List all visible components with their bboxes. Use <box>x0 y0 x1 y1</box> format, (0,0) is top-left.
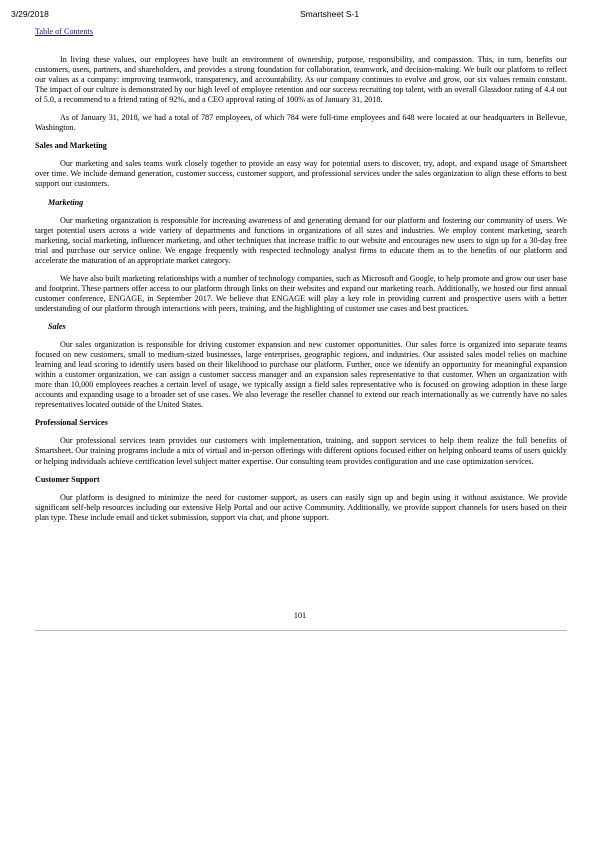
print-date: 3/29/2018 <box>11 9 49 19</box>
customer-support-paragraph: Our platform is designed to minimize the need for customer support, as users can easily sign up and begin using it without assistance. We provide significant self-help resources including our extensive Help Portal and our active Community. Additionally, we provide support channels for users based on their plan type. These include email and ticket submission, support via chat, and phone support. <box>35 492 567 522</box>
intro-paragraph-1: In living these values, our employees have built an environment of ownership, purpose, responsibility, and compassion. This, in turn, benefits our customers, users, partners, and shareholders, and provides a strong foundation for collaboration, teamwork, and decision-making. We built our platform to reflect our values as a company: improving teamwork, transparency, and accountability. As our company continues to evolve and grow, our six values remain constant. The impact of our culture is demonstrated by our high level of employee retention and our success recruiting top talent, with an overall Glassdoor rating of 4.4 out of 5.0, a recommend to a friend rating of 92%, and a CEO approval rating of 100% as of January 31, 2018. <box>35 55 567 105</box>
page-divider <box>35 630 567 631</box>
sales-and-marketing-heading: Sales and Marketing <box>35 141 107 151</box>
sales-paragraph: Our sales organization is responsible for driving customer expansion and new customer opportunities. Our sales force is organized into separate teams focused on new customers, small to medium-sized businesses, large enterprises, geographic regions, and industries. Our assisted sales model relies on machine learning and lead scoring to identify users based on their likelihood to purchase our platform. Further, once we identify an opportunity for meaningful expansion within a customer organization, we can assign a customer success manager and an expansion sales representative to that customer. When an organization with more than 10,000 employees reaches a certain level of usage, we typically assign a field sales representative who is focused on growing adoption in these large accounts and expanding usage to a broader set of use cases. We also leverage the reseller channel to extend our reach internationally as we currently have no sales representatives located outside of the United States. <box>35 340 567 410</box>
marketing-paragraph-1: Our marketing organization is responsible for increasing awareness of and generating demand for our platform and fostering our community of users. We target potential users across a wide variety of departments and functions in organizations of all sizes and industries. We employ content marketing, search marketing, social marketing, influencer marketing, and other techniques that increase traffic to our website and encourages new users to sign up for a 30-day free trial and purchase our service online. We engage frequently with respected technology analyst firms to educate them as to the benefits of our platform and accelerate the maturation of an appropriate market category. <box>35 215 567 265</box>
sales-heading: Sales <box>48 321 66 331</box>
sales-and-marketing-paragraph: Our marketing and sales teams work closely together to provide an easy way for potential users to discover, try, adopt, and expand usage of Smartsheet over time. We include demand generation, customer success, customer support, and professional services under the sales organization to align these efforts to best support our customers. <box>35 159 567 189</box>
table-of-contents-link[interactable]: Table of Contents <box>35 27 94 36</box>
intro-paragraph-2: As of January 31, 2018, we had a total of 787 employees, of which 784 were full-time employees and 648 were located at our headquarters in Bellevue, Washington. <box>35 113 567 133</box>
marketing-heading: Marketing <box>48 197 84 207</box>
customer-support-heading: Customer Support <box>35 474 100 484</box>
page-number: 101 <box>293 611 307 620</box>
marketing-paragraph-2: We have also built marketing relationships with a number of technology companies, such as Microsoft and Google, to help promote and grow our user base and footprint. These partners offer access to our platform through links on their websites and expand our marketing reach. Additionally, we hosted our first annual customer conference, ENGAGE, in September 2017. We believe that ENGAGE will play a key role in providing current and prospective users with a better understanding of our platform through interactions with peers, training, and the highlighting of customer use cases and best practices. <box>35 273 567 313</box>
document-body <box>35 55 567 531</box>
professional-services-heading: Professional Services <box>35 418 108 428</box>
professional-services-paragraph: Our professional services team provides our customers with implementation, training, and support services to help them realize the full benefits of Smartsheet. Our training programs include a mix of virtual and in-person offerings with different options focused either on helping onboard teams of users quickly or helping individuals achieve certification level subject matter expertise. Our consulting team provides configuration and use case optimization services. <box>35 436 567 466</box>
document-title: Smartsheet S-1 <box>300 9 360 19</box>
